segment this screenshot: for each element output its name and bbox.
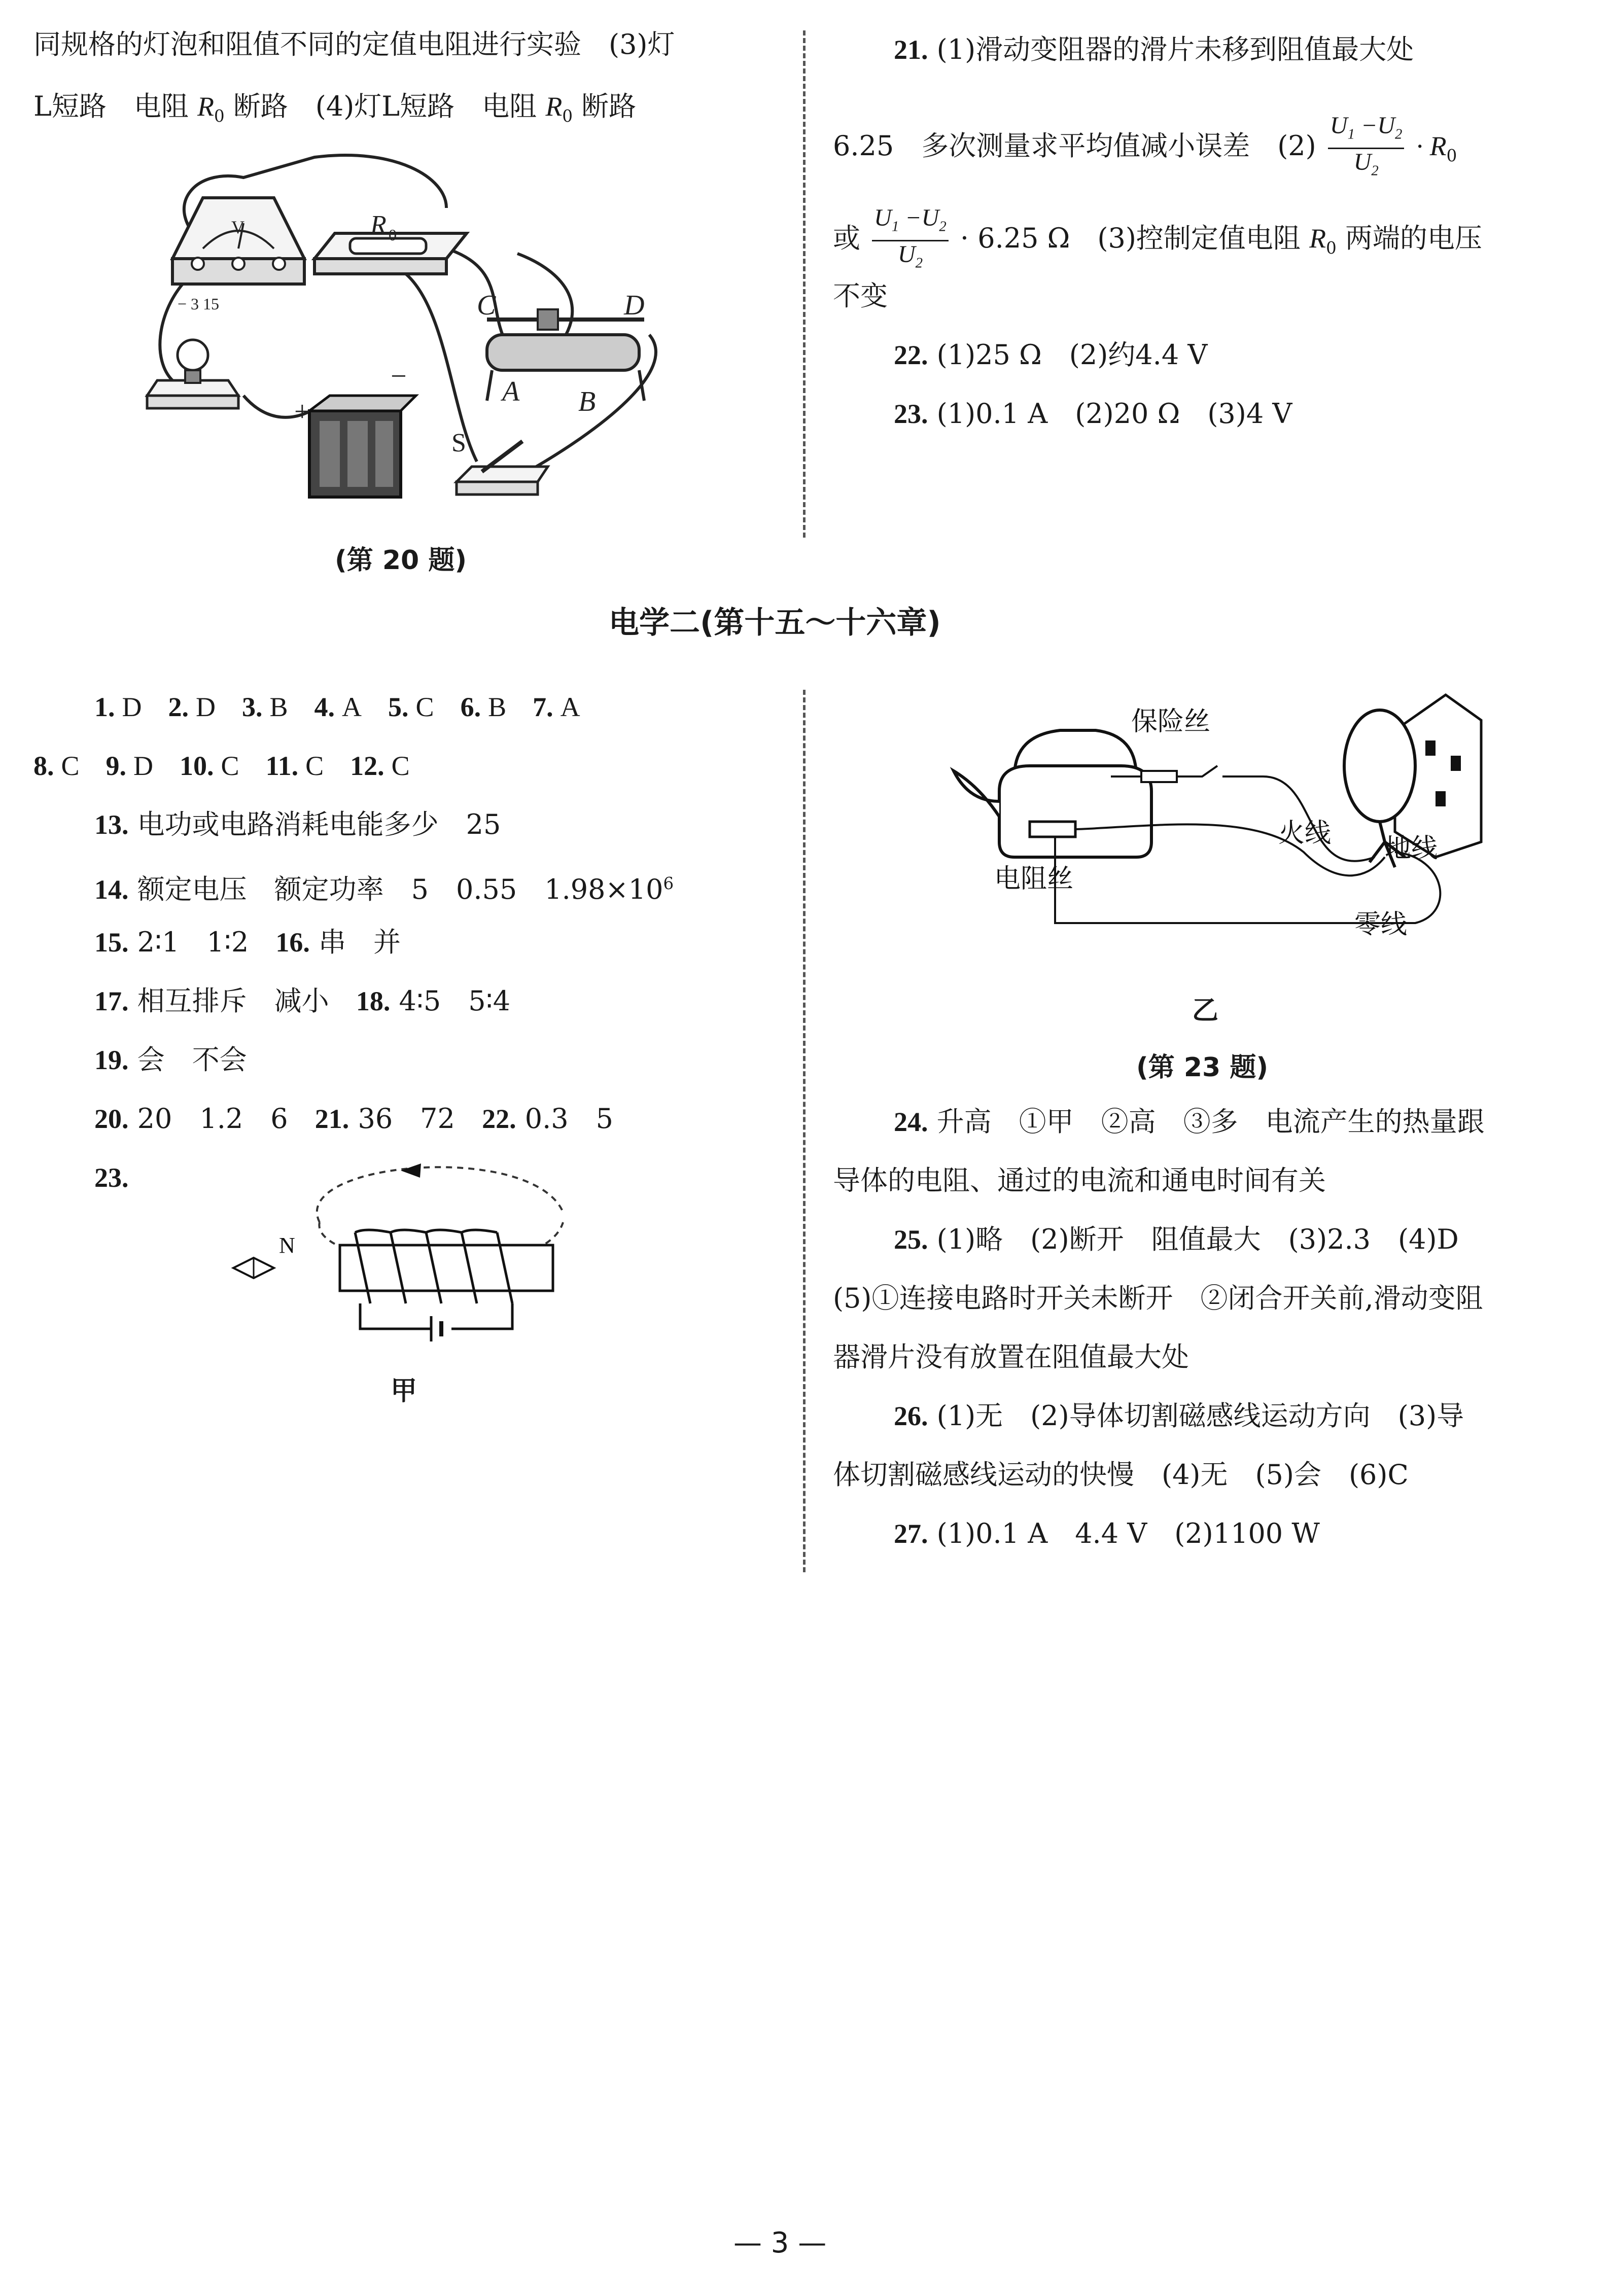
mc-answer: C — [391, 751, 410, 781]
question-number: 8. — [33, 751, 54, 781]
subscript: 0 — [1446, 146, 1457, 165]
figure-caption: (第 23 题) — [1136, 1052, 1269, 1083]
mc-answer: D — [133, 751, 154, 781]
answer-text: · 6.25 Ω (3)控制定值电阻 — [960, 222, 1301, 255]
question-number: 25. — [894, 1224, 928, 1255]
question-number: 16. — [275, 927, 310, 958]
mc-answer: D — [196, 692, 216, 722]
wire — [360, 1303, 512, 1329]
svg-text:A: A — [502, 376, 520, 407]
answer-line — [94, 1044, 247, 1076]
answer-text: 同规格的灯泡和阻值不同的定值电阻进行实验 (3)灯 — [33, 28, 675, 60]
answer-line — [894, 1223, 1459, 1256]
svg-text:C: C — [477, 290, 496, 321]
answer-text: 相互排斥 减小 — [137, 985, 329, 1017]
answer-line — [94, 867, 674, 906]
resistor-r0 — [314, 210, 467, 274]
answer-text: 升高 ①甲 ②高 ③多 电流产生的热量跟 — [936, 1106, 1485, 1138]
answer-line — [33, 90, 636, 132]
answer-text: 电功或电路消耗电能多少 25 — [137, 808, 501, 840]
mc-answer: B — [488, 692, 507, 722]
answer-line — [833, 1164, 1326, 1197]
svg-text:0: 0 — [389, 226, 397, 244]
mc-answer: A — [342, 692, 362, 722]
kettle — [954, 730, 1151, 857]
subscript: 0 — [1326, 238, 1337, 258]
question-number: 5. — [388, 692, 409, 722]
question-number: 14. — [94, 874, 129, 905]
svg-text:火线: 火线 — [1278, 819, 1332, 848]
answer-text: 6.25 多次测量求平均值减小误差 (2) — [833, 130, 1316, 162]
figure-label: 乙 — [1192, 996, 1219, 1026]
question-number: 27. — [894, 1518, 928, 1549]
page-number: — 3 — — [733, 2227, 827, 2259]
answer-line — [894, 33, 1414, 66]
question-number: 1. — [94, 692, 115, 722]
subscript: 0 — [562, 106, 573, 126]
answer-text: 体切割磁感线运动的快慢 (4)无 (5)会 (6)C — [833, 1459, 1409, 1491]
answer-line — [94, 1161, 129, 1194]
answer-line — [894, 1400, 1464, 1432]
heating-element — [1030, 822, 1075, 837]
arrow-icon — [401, 1163, 421, 1178]
answer-line — [833, 1282, 1483, 1315]
question-number: 6. — [460, 692, 481, 722]
mc-answers-row-2 — [33, 750, 410, 782]
svg-text:+: + — [294, 396, 310, 428]
figure-caption: (第 20 题) — [335, 545, 467, 576]
answer-line — [833, 1341, 1189, 1373]
answer-text: 两端的电压 — [1345, 222, 1482, 255]
answer-line — [894, 339, 1207, 371]
question-number: 12. — [350, 751, 384, 781]
answer-text: 器滑片没有放置在阻值最大处 — [833, 1341, 1189, 1373]
answer-line — [894, 1517, 1320, 1550]
fraction: $\frac{U_1 -U_2}{U_2}$ — [1328, 113, 1405, 184]
question-number: 7. — [533, 692, 553, 722]
kettle-socket-figure — [949, 690, 1486, 974]
question-number: 21. — [314, 1104, 349, 1134]
mc-answer: A — [560, 692, 580, 722]
answer-text: 断路 (4)灯L短路 电阻 — [233, 90, 537, 122]
answer-text: (1)0.1 A (2)20 Ω (3)4 V — [936, 398, 1292, 430]
exponent: 6 — [663, 874, 674, 893]
svg-text:− 3 15: − 3 15 — [178, 295, 220, 313]
mc-answer: C — [305, 751, 324, 781]
answer-text: (1)无 (2)导体切割磁感线运动方向 (3)导 — [936, 1400, 1464, 1432]
question-number: 24. — [894, 1107, 928, 1137]
answer-line — [94, 985, 510, 1017]
svg-text:电阻丝: 电阻丝 — [994, 865, 1074, 894]
question-number: 10. — [180, 751, 214, 781]
mc-answer: C — [221, 751, 239, 781]
question-number: 26. — [894, 1401, 928, 1431]
answer-text: 不变 — [833, 280, 888, 312]
wire — [406, 274, 477, 462]
question-number: 9. — [106, 751, 127, 781]
question-number: 19. — [94, 1045, 129, 1075]
answer-text: 或 — [833, 222, 860, 255]
answer-text: 串 并 — [319, 926, 401, 958]
circuit-figure-20 — [142, 147, 659, 522]
svg-text:R: R — [370, 210, 387, 239]
question-number: 22. — [482, 1104, 516, 1134]
answer-text: (1)略 (2)断开 阻值最大 (3)2.3 (4)D — [936, 1223, 1459, 1255]
answer-text: (1)0.1 A 4.4 V (2)1100 W — [936, 1517, 1320, 1549]
answer-text: 断路 — [581, 90, 637, 122]
multiplier: · R — [1416, 131, 1447, 162]
answer-text: 会 不会 — [137, 1044, 247, 1076]
question-number: 15. — [94, 927, 129, 958]
question-number: 18. — [356, 986, 391, 1016]
switch-s — [451, 429, 548, 494]
question-number: 11. — [265, 751, 299, 781]
answer-line — [94, 808, 501, 841]
resistor-symbol: R — [545, 91, 563, 122]
answer-text: 20 1.2 6 — [137, 1103, 288, 1135]
column-divider — [803, 690, 806, 1572]
answer-line — [894, 1106, 1485, 1138]
plug — [1344, 710, 1415, 822]
question-number: 17. — [94, 986, 129, 1016]
column-divider — [803, 30, 806, 538]
answer-text: 0.3 5 — [524, 1103, 613, 1135]
answer-text: 导体的电阻、通过的电流和通电时间有关 — [833, 1164, 1326, 1196]
resistor-symbol: R — [1309, 223, 1326, 254]
svg-text:V: V — [231, 217, 244, 237]
question-number: 2. — [168, 692, 189, 722]
mc-answer: D — [122, 692, 142, 722]
question-number: 22. — [894, 340, 928, 370]
field-line — [317, 1167, 563, 1222]
svg-text:地线: 地线 — [1385, 834, 1438, 863]
svg-text:−: − — [391, 361, 407, 392]
svg-text:S: S — [451, 429, 466, 457]
answer-line — [833, 113, 1457, 184]
question-number: 21. — [894, 34, 928, 65]
svg-text:D: D — [624, 290, 645, 321]
answer-line — [94, 926, 401, 959]
answer-text: 2∶1 1∶2 — [137, 926, 249, 958]
question-number: 20. — [94, 1104, 129, 1134]
question-number: 4. — [314, 692, 335, 722]
question-number: 3. — [242, 692, 263, 722]
mc-answer: C — [415, 692, 434, 722]
resistor-symbol: R — [197, 91, 215, 122]
svg-text:零线: 零线 — [1354, 910, 1408, 939]
answer-line — [33, 28, 675, 61]
solenoid-core — [340, 1245, 553, 1291]
svg-text:N: N — [279, 1233, 295, 1258]
question-number: 23. — [894, 399, 928, 429]
fraction: $\frac{U_1 -U_2}{U_2}$ — [872, 205, 949, 276]
figure-label: 甲 — [391, 1376, 417, 1406]
question-number: 23. — [94, 1162, 129, 1193]
mc-answer: C — [61, 751, 80, 781]
battery — [294, 361, 416, 497]
answer-text: 4∶5 5∶4 — [399, 985, 511, 1017]
solenoid-figure — [228, 1151, 593, 1344]
answer-line — [833, 1459, 1409, 1491]
subscript: 0 — [214, 106, 225, 126]
answer-text: 额定电压 额定功率 5 0.55 1.98×10 — [137, 873, 663, 905]
answer-text: L短路 电阻 — [33, 90, 189, 122]
voltmeter — [172, 198, 304, 313]
fuse — [1141, 771, 1177, 782]
svg-text:B: B — [578, 386, 596, 417]
mc-answer: B — [269, 692, 288, 722]
svg-text:保险丝: 保险丝 — [1131, 708, 1211, 736]
answer-text: 36 72 — [358, 1103, 455, 1135]
answer-text: (1)25 Ω (2)约4.4 V — [936, 339, 1208, 371]
answer-line — [894, 398, 1292, 430]
question-number: 13. — [94, 809, 129, 840]
answer-text: (5)①连接电路时开关未断开 ②闭合开关前,滑动变阻 — [833, 1282, 1483, 1314]
answer-line — [833, 205, 1482, 276]
answer-line — [833, 280, 888, 312]
mc-answers-row-1 — [94, 691, 580, 723]
section-title: 电学二(第十五～十六章) — [609, 605, 941, 641]
answer-line — [94, 1103, 613, 1135]
answer-text: (1)滑动变阻器的滑片未移到阻值最大处 — [936, 33, 1414, 65]
rheostat — [477, 290, 644, 417]
